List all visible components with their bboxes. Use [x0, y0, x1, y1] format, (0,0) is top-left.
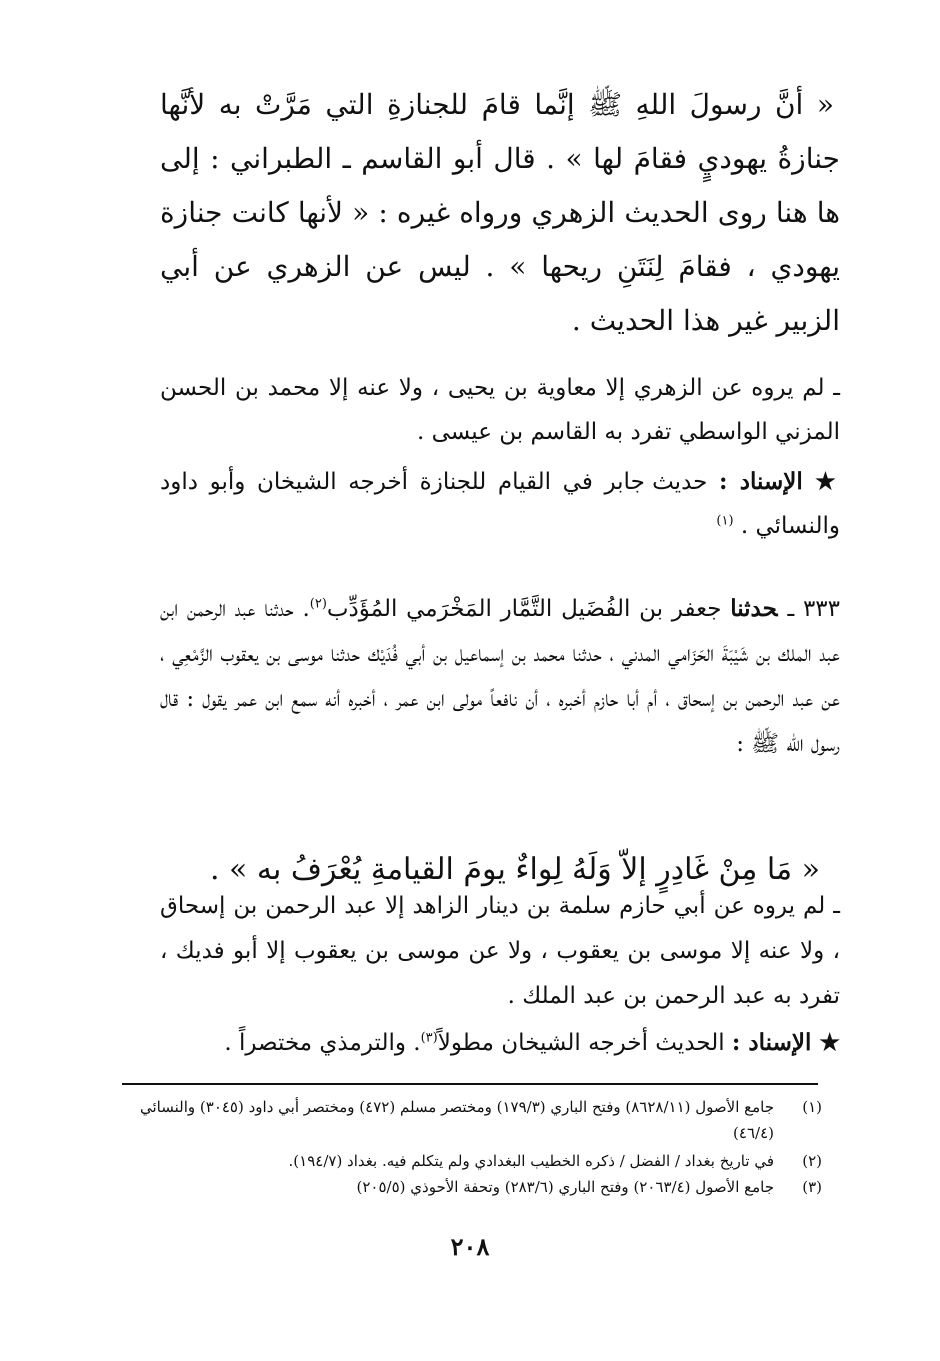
narration-note: ـ لم يروه عن أبي حازم سلمة بن دينار الزاهد إلا عبد الرحمن بن إسحاق ، ولا عنه إلا موسى بن يعقوب ، ولا عن موسى بن يعقوب إلا أبو فديك ، تفرد به عبد الرحمن بن عبد الملك .	[160, 893, 840, 1009]
hadith-quote: « مَا مِنْ غَادِرٍ إلاّ وَلَهُ لِواءٌ يومَ القيامةِ يُعْرَفُ به » .	[209, 852, 820, 887]
footnote-divider	[122, 1083, 818, 1085]
hadith-text: « أنَّ رسولَ اللهِ ﷺ إنَّما قامَ للجنازةِ التي مَرَّتْ به لأنَّها جنازةُ يهوديٍ فقامَ لها » . قال أبو القاسم ـ الطبراني : إلى ها هنا روى الحديث الزهري ورواه غيره : « لأنها كانت جنازة يهودي ، فقامَ لِنَتَنِ ريحها » . ليس عن الزهري عن أبي الزبير غير هذا الحديث .	[160, 88, 840, 337]
chain-text-continued: . حدثنا عبد الرحمن ابن عبد الملك بن شَيْبَةَ الحَزَامي المدني ، حدثنا محمد بن إسماعيل بن أبي فُدَيْك حدثنا موسى بن يعقوب الزَّمْعِي ، عن عبد الرحمن بن إسحاق ، أم أبا حازم أخبره ، أن نافعاً مولى ابن عمر ، أخبره أنه سمع ابن عمر يقول : قال رسول الله ﷺ :	[160, 596, 840, 757]
footnote	[122, 1174, 822, 1200]
footnote-text: جامع الأصول (٢٠٦٣/٤) وفتح الباري (٢٨٣/٦) وتحفة الأحوذي (٢٠٥/٥)	[356, 1178, 774, 1196]
isnad-label: ★ الإسناد :	[731, 1029, 840, 1056]
footnote	[122, 1094, 822, 1146]
footnote-ref[interactable]: (٢)	[309, 596, 327, 612]
isnad-text: الحديث أخرجه الشيخان مطولاً	[437, 1030, 725, 1056]
isnad-note	[160, 1020, 840, 1066]
hadith-entry	[160, 586, 840, 767]
footnote-ref[interactable]: (٣)	[420, 1030, 438, 1046]
footnote	[122, 1148, 822, 1174]
footnote-number: (٣)	[802, 1178, 822, 1196]
footnote-text: جامع الأصول (٨٦٢٨/١١) وفتح الباري (١٧٩/٣) ومختصر مسلم (٤٧٢) ومختصر أبي داود (٣٠٤٥) والنسائي (٤٦/٤)	[140, 1098, 774, 1142]
narration-note: ـ لم يروه عن الزهري إلا معاوية بن يحيى ، ولا عنه إلا محمد بن الحسن المزني الواسطي تفرد به القاسم بن عيسى .	[160, 375, 840, 445]
footnote-text: في تاريخ بغداد / الفضل / ذكره الخطيب البغدادي ولم يتكلم فيه. بغداد (١٩٤/٧).	[288, 1152, 774, 1170]
isnad-label: ★ الإسناد :	[719, 468, 841, 495]
entry-lead: حدثنا	[730, 595, 778, 622]
isnad-text: حديث جابر في القيام للجنازة أخرجه الشيخان وأبو داود والنسائي .	[160, 469, 840, 539]
chain-text: جعفر بن الفُضَيل التَّمَّار المَخْرَمي المُؤَدِّب	[326, 596, 722, 622]
isnad-text-continued: . والترمذي مختصراً .	[224, 1030, 421, 1056]
entry-number: ٣٣٣ ـ	[787, 596, 841, 622]
isnad-note	[160, 460, 840, 548]
page-number: ٢٠٨	[450, 1232, 490, 1261]
footnote-number: (٢)	[802, 1152, 822, 1170]
footnote-ref[interactable]: (١)	[716, 513, 734, 529]
footnotes	[122, 1094, 822, 1200]
footnote-number: (١)	[802, 1098, 822, 1116]
